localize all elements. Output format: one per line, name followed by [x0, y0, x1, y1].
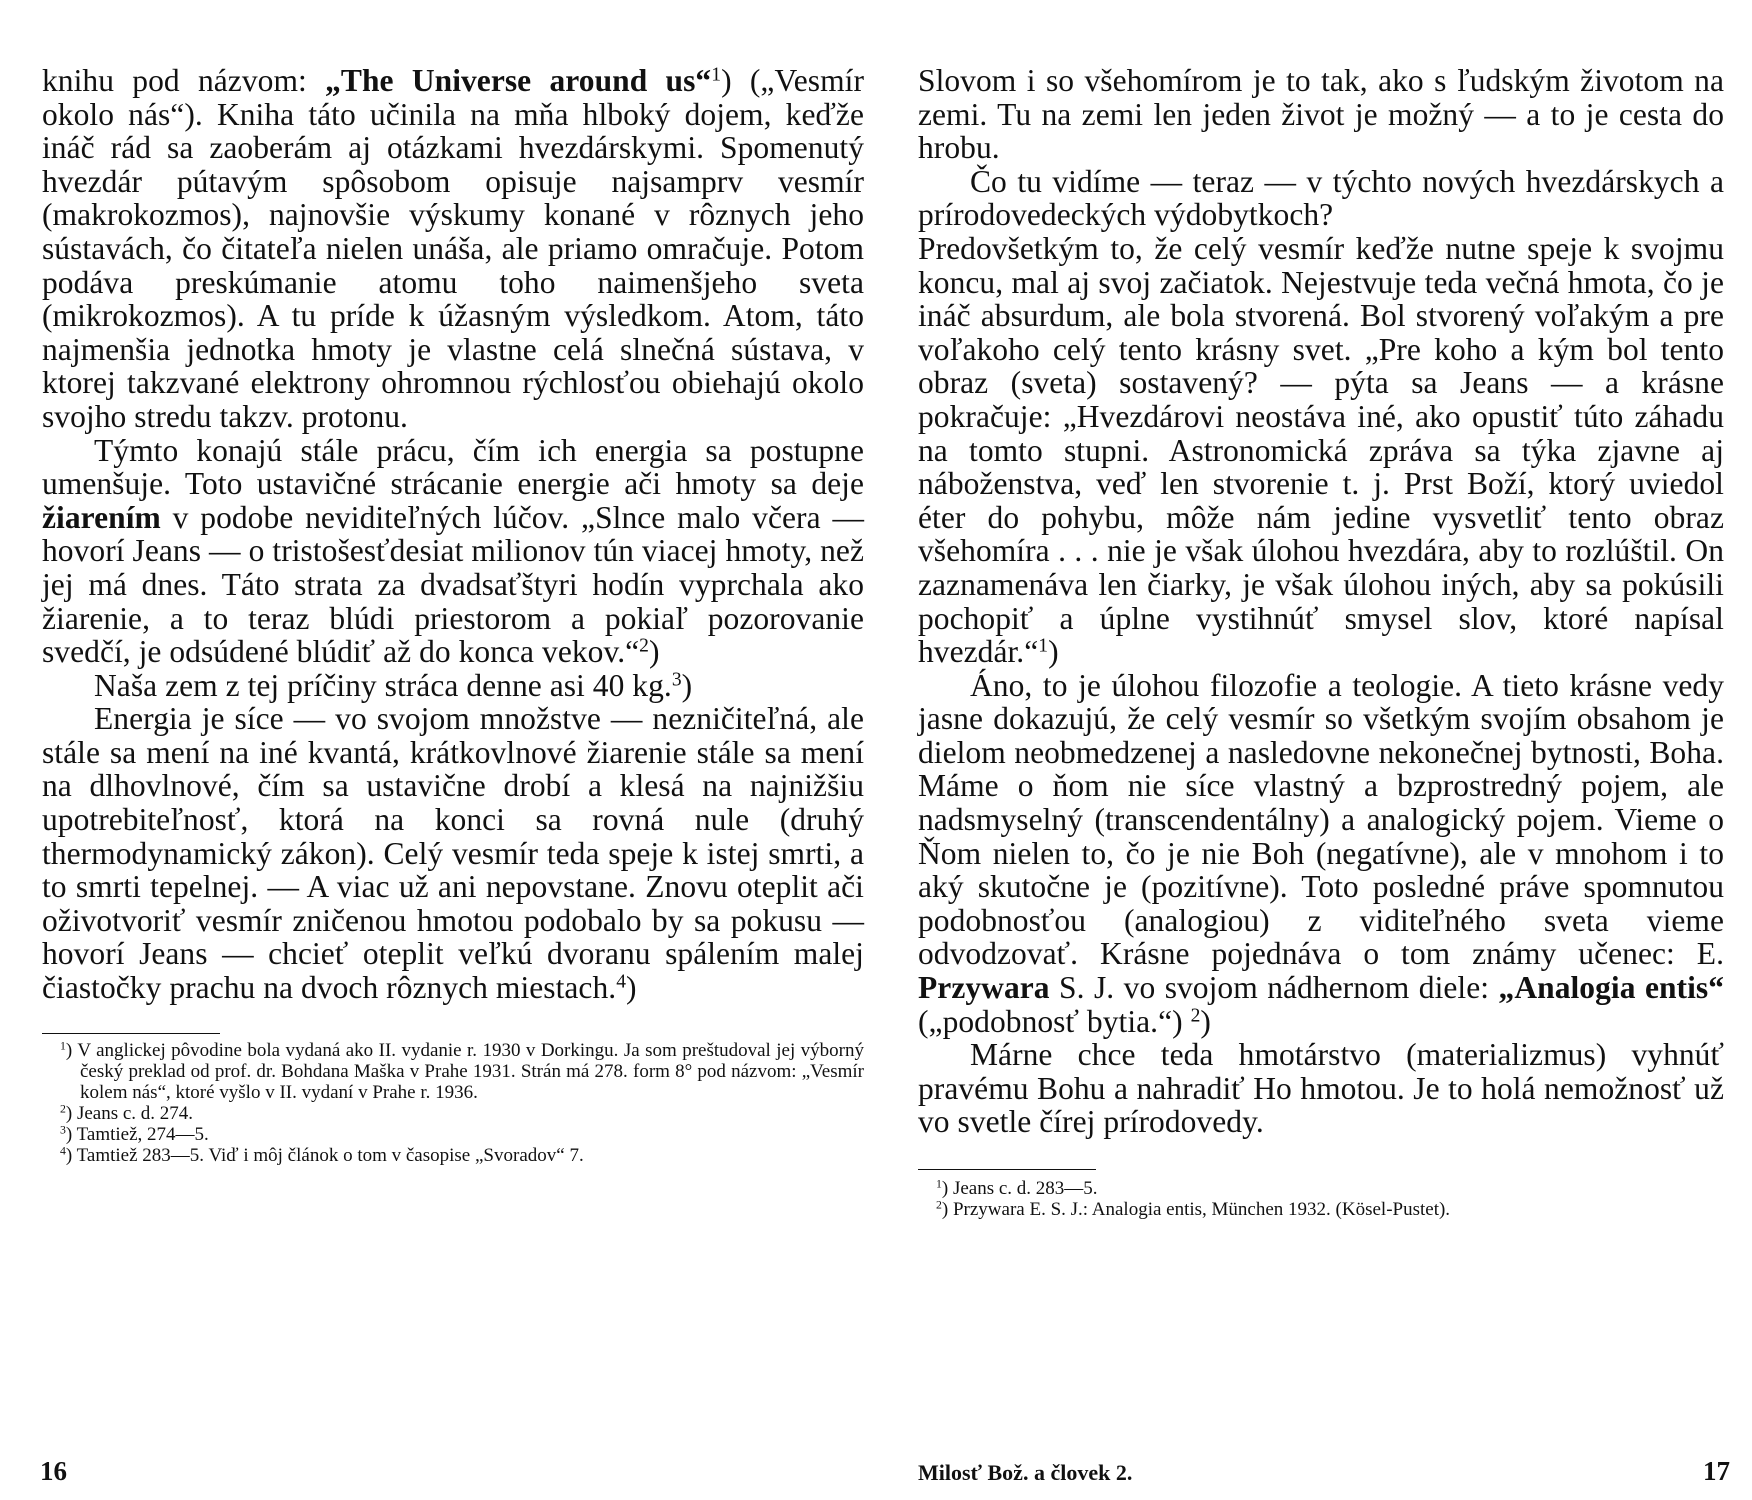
footnote-reference: 4	[616, 971, 626, 993]
footnote-reference: 2	[639, 635, 649, 657]
right-paragraph	[918, 1038, 1724, 1139]
text-run: )	[1048, 634, 1059, 670]
left-paragraph	[42, 702, 864, 1004]
footnote-number: 2	[936, 1198, 942, 1212]
text-run: S. J. vo svojom nádhernom diele:	[1049, 970, 1499, 1006]
text-run: )	[648, 634, 660, 670]
footnote-text: Tamtiež, 274—5.	[76, 1123, 209, 1145]
text-run: Čo tu vidíme — teraz — v týchto nových hvezdárskych a prírodovedeckých výdobytkoch?	[918, 163, 1724, 233]
footnote-number: 1	[60, 1039, 66, 1053]
emphasized-text: „Analogia entis“	[1498, 970, 1724, 1006]
footnote-reference: 3	[671, 668, 682, 690]
text-run: knihu pod názvom:	[42, 63, 326, 98]
right-paragraph	[918, 232, 1724, 669]
emphasized-text: Przywara	[918, 970, 1050, 1006]
footnote-paren: )	[941, 1199, 953, 1220]
right-page	[918, 64, 1724, 1220]
footnote-text: V anglickej pôvodine bola vydaná ako II. vydanie r. 1930 v Dorkingu. Ja som preštudoval jej výborný český preklad od prof. dr. Bohdana Maška v Prahe 1931. Strán má 278. form 8° pod názvom: „Vesmír kolem nás“, ktoré vyšlo v II. vydaní v Prahe r. 1936.	[77, 1039, 865, 1103]
text-run: Márne chce teda hmotárstvo (materializmus) vyhnúť pravému Bohu a nahradiť Ho hmotou. Je to holá nemožnosť už vo svetle čírej prírodovedy.	[918, 1037, 1724, 1140]
left-paragraph	[42, 669, 864, 703]
footnote-paren: )	[65, 1039, 78, 1061]
footnote-paren: )	[65, 1144, 77, 1166]
right-footnote-rule	[918, 1169, 1096, 1170]
emphasized-text: „The Universe around us“	[325, 63, 712, 98]
footnote-number: 2	[60, 1102, 66, 1116]
footnote-number: 4	[60, 1144, 66, 1158]
text-run: („podobnosť bytia.“)	[918, 1003, 1191, 1039]
footnote-text: Jeans c. d. 274.	[76, 1102, 194, 1124]
footnote-item	[50, 1124, 864, 1145]
footnote-number: 3	[60, 1123, 66, 1137]
footnote-reference: 1	[1038, 635, 1049, 657]
text-run: )	[626, 970, 637, 1006]
footnote-text: Tamtiež 283—5. Viď i môj článok o tom v časopise „Svoradov“ 7.	[76, 1144, 584, 1166]
text-run: Predovšetkým to, že celý vesmír keďže nutne speje k svojmu koncu, mal aj svoj začiatok. Nejestvuje teda večná hmota, čo je ináč absurdum, ale bola stvorená. Bol stvorený voľakým a pre voľakoho celý tento krásny svet. „Pre koho a kým bol tento obraz (sveta) sostavený? — pýta sa Jeans — a krásne pokračuje: „Hvezdárovi neostáva iné, ako opustiť túto záhadu na tomto stupni. Astronomická zpráva sa týka zjavne aj náboženstva, veď len stvorenie t. j. Prst Boží, ktorý uviedol éter do pohybu, môže nám jedine vysvetliť tento obraz všehomíra . . . nie je však úlohou hvezdára, aby to rozlúštil. On zaznamenáva len čiarky, je však úlohou iných, aby sa pokúsili pochopiť a úplne vystihnúť smysel slov, ktoré napísal hvezdár.“	[918, 230, 1724, 670]
footnote-reference: 2	[1190, 1004, 1201, 1026]
text-run: Áno, to je úlohou filozofie a teologie. A tieto krásne vedy jasne dokazujú, že celý vesmír so všetkým svojím obsahom je dielom neobmedzenej a nasledovne nekonečnej bytnosti, Boha. Máme o ňom nie síce vlastný a bzprostredný pojem, ale nadsmyselný (transcendentálny) a analogický pojem. Vieme o Ňom nielen to, čo je nie Boh (negatívne), ale v mnohom i to aký skutočne je (pozitívne). Toto posledné práve spomnutou podobnosťou (analogiou) z viditeľného sveta vieme odvodzovať. Krásne pojednáva o tom známy učenec: E.	[918, 667, 1724, 972]
left-page	[42, 64, 864, 1166]
footnote-paren: )	[941, 1178, 953, 1199]
text-run: ) („Vesmír okolo nás“). Kniha táto učinila na mňa hlboký dojem, keďže ináč rád sa zaoberám aj otázkami hvezdárskymi. Spomenutý hvezdár pútavým spôsobom opisuje najsamprv vesmír (makrokozmos), najnovšie výskumy konané v rôznych jeho sústavách, čo čitateľa nielen unáša, ale priamo omračuje. Potom podáva preskúmanie atomu toho naimenšjeho sveta (mikrokozmos). A tu príde k úžasným výsledkom. Atom, táto najmenšia jednotka hmoty je vlastne celá slnečná sústava, v ktorej takzvané elektrony ohromnou rýchlosťou obiehajú okolo svojho stredu takzv. protonu.	[42, 63, 865, 434]
left-footnotes	[42, 1040, 864, 1166]
emphasized-text: žiarením	[42, 499, 161, 535]
footnote-text: Jeans c. d. 283—5.	[952, 1178, 1098, 1199]
left-paragraph	[42, 64, 864, 434]
footnote-number: 1	[936, 1177, 942, 1191]
text-run: v podobe neviditeľných lúčov. „Slnce malo včera — hovorí Jeans — o tristošesťdesiat milionov tún viacej hmoty, než jej má dnes. Táto strata za dvadsaťštyri hodín vyprchala ako žiarenie, a to teraz blúdi priestorom a pokiaľ pozorovanie svedčí, je odsúdené blúdiť až do konca vekov.“	[42, 499, 864, 670]
left-footnote-rule	[42, 1033, 220, 1034]
footnote-item	[50, 1145, 864, 1166]
text-run: Naša zem z tej príčiny stráca denne asi 40 kg.	[94, 667, 672, 703]
footnote-paren: )	[65, 1102, 77, 1124]
footnote-item	[50, 1103, 864, 1124]
text-run: )	[681, 667, 693, 703]
footnote-reference: 1	[711, 64, 722, 86]
right-footnotes	[918, 1178, 1724, 1220]
running-footer: Milosť Bož. a človek 2.	[918, 1460, 1133, 1485]
right-paragraph	[918, 669, 1724, 1039]
footnote-paren: )	[65, 1123, 77, 1145]
text-run: Týmto konajú stále prácu, čím ich energia sa postupne umenšuje. Toto ustavičné strácanie energie ači hmoty sa deje	[42, 432, 864, 502]
left-paragraph	[42, 434, 864, 669]
text-run: Slovom i so všehomírom je to tak, ako s ľudským životom na zemi. Tu na zemi len jeden život je možný — a to je cesta do hrobu.	[918, 63, 1724, 166]
right-paragraph	[918, 165, 1724, 232]
text-run: Energia je síce — vo svojom množstve — nezničiteľná, ale stále sa mení na iné kvantá, krátkovlnové žiarenie stále sa mení na dlhovlnové, čím sa ustavične drobí a klesá na najnižšiu upotrebiteľnosť, ktorá na konci sa rovná nule (druhý thermodynamický zákon). Celý vesmír teda speje k istej smrti, a to smrti tepelnej. — A viac už ani nepovstane. Znovu oteplit ači oživotvoriť vesmír zničenou hmotou podobalo by sa pokusu — hovorí Jeans — chcieť oteplit veľkú dvoranu spálením malej čiastočky prachu na dvoch rôznych miestach.	[42, 701, 864, 1006]
left-page-number: 16	[40, 1456, 67, 1486]
left-body-text	[42, 64, 864, 1005]
footnote-item	[926, 1199, 1724, 1220]
text-run: )	[1200, 1003, 1211, 1039]
footnote-item	[926, 1178, 1724, 1199]
right-body-text	[918, 64, 1724, 1139]
footnote-item	[50, 1040, 864, 1103]
footnote-text: Przywara E. S. J.: Analogia entis, München 1932. (Kösel-Pustet).	[952, 1199, 1451, 1220]
right-paragraph	[918, 64, 1724, 165]
right-page-number: 17	[1703, 1456, 1730, 1486]
